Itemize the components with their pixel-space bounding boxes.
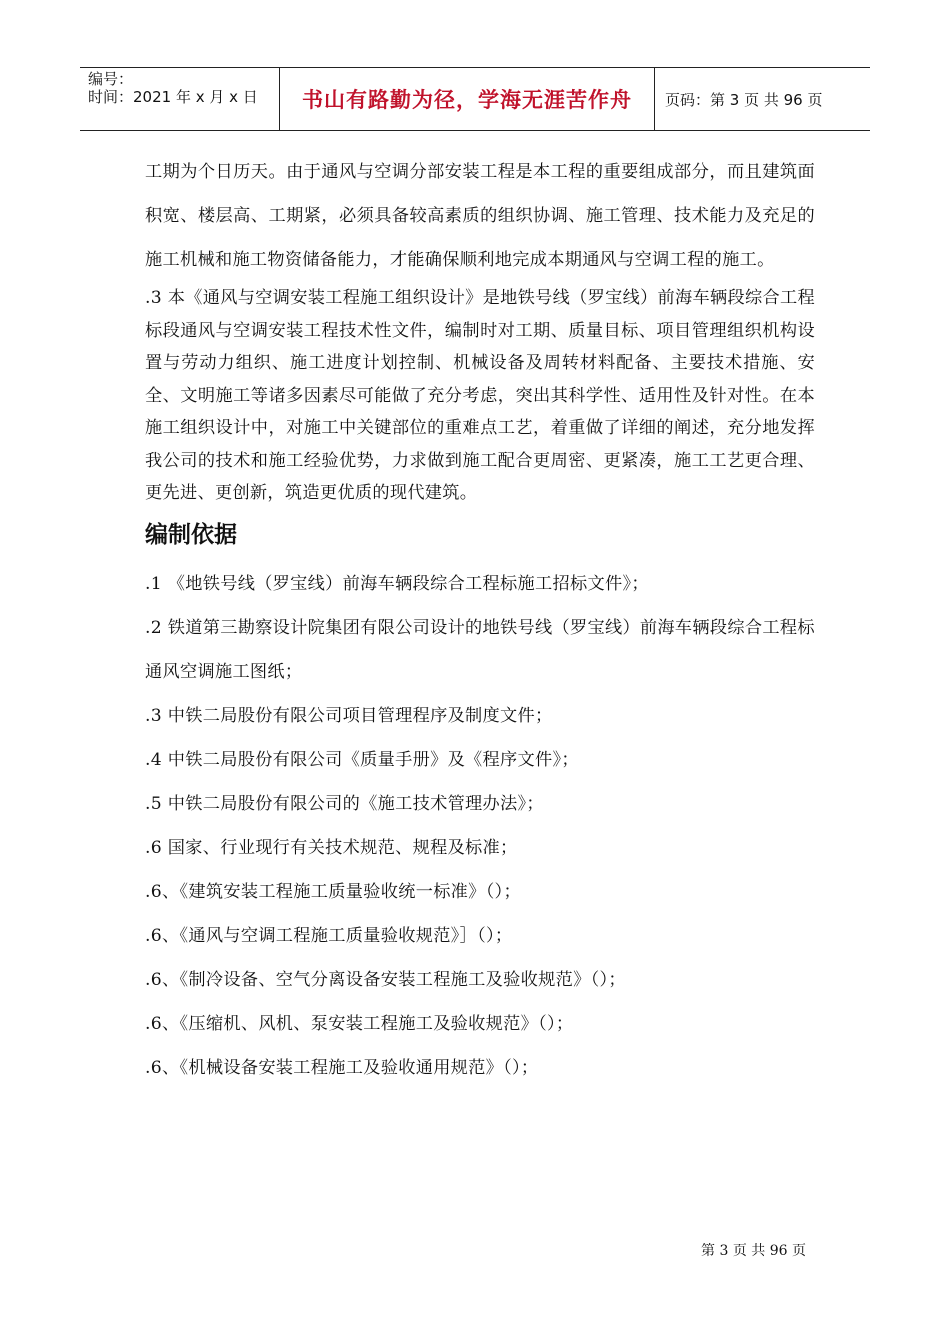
document-body <box>145 150 815 1090</box>
paragraph-description: .3 本《通风与空调安装工程施工组织设计》是地铁号线（罗宝线）前海车辆段综合工程标段通风与空调安装工程技术性文件，编制时对工期、质量目标、项目管理组织机构设置与劳动力组织、施工进度计划控制、机械设备及周转材料配备、主要技术措施、安全、文明施工等诸多因素尽可能做了充分考虑，突出其科学性、适用性及针对性。在本施工组织设计中，对施工中关键部位的重难点工艺，着重做了详细的阐述，充分地发挥我公司的技术和施工经验优势，力求做到施工配合更周密、更紧凑，施工工艺更合理、更先进、更创新，筑造更优质的现代建筑。 <box>145 288 815 503</box>
list-item: .4 中铁二局股份有限公司《质量手册》及《程序文件》； <box>145 749 579 770</box>
list-item: .6、《压缩机、风机、泵安装工程施工及验收规范》（）； <box>145 1013 574 1034</box>
document-number-label: 编号： <box>88 70 134 88</box>
section-title: 编制依据 <box>145 521 237 548</box>
list-item: .6、《通风与空调工程施工质量验收规范》］（）； <box>145 925 513 946</box>
list-item: .1 《地铁号线（罗宝线）前海车辆段综合工程标施工招标文件》； <box>145 573 649 594</box>
paragraph-intro: 工期为个日历天。由于通风与空调分部安装工程是本工程的重要组成部分，而且建筑面积宽、楼层高、工期紧，必须具备较高素质的组织协调、施工管理、技术能力及充足的施工机械和施工物资储备能力，才能确保顺利地完成本期通风与空调工程的施工。 <box>145 162 815 270</box>
page-header <box>80 67 870 131</box>
header-meta <box>80 68 280 130</box>
list-item: .3 中铁二局股份有限公司项目管理程序及制度文件； <box>145 705 553 726</box>
list-item: .6、《建筑安装工程施工质量验收统一标准》（）； <box>145 881 521 902</box>
page-footer: 第 3 页 共 96 页 <box>701 1243 806 1259</box>
list-item: .6、《制冷设备、空气分离设备安装工程施工及验收规范》（）； <box>145 969 626 990</box>
list-item: .6 国家、行业现行有关技术规范、规程及标准； <box>145 837 518 858</box>
document-date: 时间：2021 年 x 月 x 日 <box>88 88 258 106</box>
header-motto: 书山有路勤为径，学海无涯苦作舟 <box>280 68 655 130</box>
list-item: .2 铁道第三勘察设计院集团有限公司设计的地铁号线（罗宝线）前海车辆段综合工程标通风空调施工图纸； <box>145 617 815 682</box>
list-item: .6、《机械设备安装工程施工及验收通用规范》（）； <box>145 1057 539 1078</box>
list-item: .5 中铁二局股份有限公司的《施工技术管理办法》； <box>145 793 544 814</box>
header-page-code: 页码：第 3 页 共 96 页 <box>665 90 823 109</box>
